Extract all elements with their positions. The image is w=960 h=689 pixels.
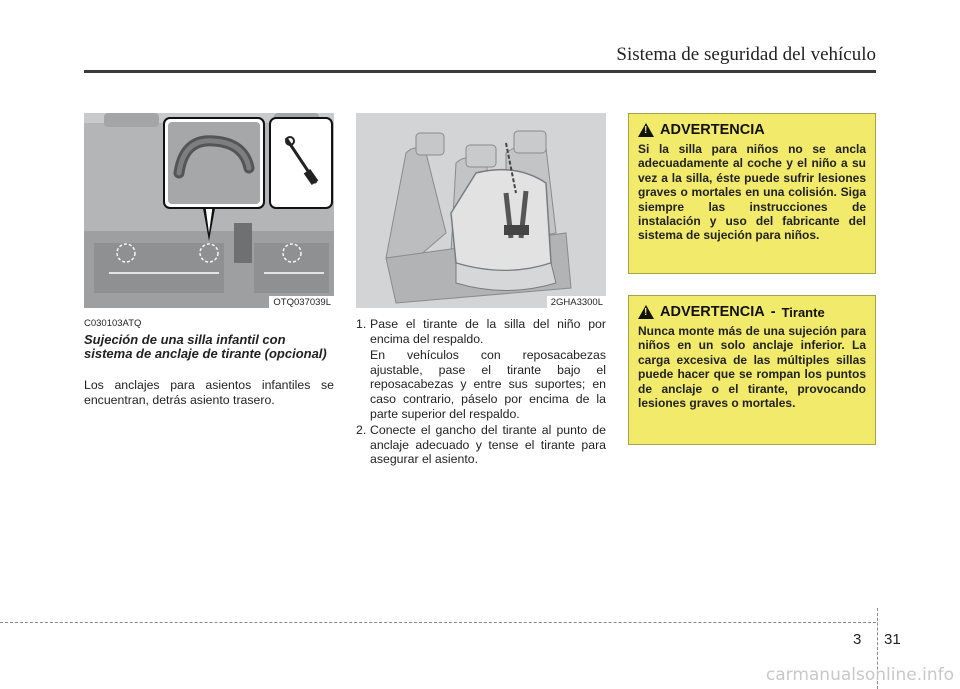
step-number: 2. xyxy=(356,423,367,438)
warning-triangle-icon xyxy=(638,123,654,137)
warning-title: ADVERTENCIA xyxy=(660,304,765,320)
section-subhead: Sujeción de una silla infantil con sistema de anclaje de tirante (opcional) xyxy=(84,332,327,361)
warning-header xyxy=(638,122,866,138)
figure-code-middle: 2GHA3300L xyxy=(547,296,606,308)
seat-anchor-illustration xyxy=(84,113,334,308)
warning-box-tether xyxy=(628,295,876,445)
warning-title: ADVERTENCIA xyxy=(660,122,765,138)
section-code: C030103ATQ xyxy=(84,318,142,329)
figure-anchor-location xyxy=(84,113,334,308)
warning-triangle-icon xyxy=(638,305,654,319)
footer-rule xyxy=(0,622,876,623)
watermark: carmanualsonline.info xyxy=(765,665,954,685)
figure-child-seat xyxy=(356,113,606,308)
warning-subtitle: Tirante xyxy=(781,304,825,320)
chapter-number: 3 xyxy=(853,631,862,648)
step-number: 1. xyxy=(356,317,367,331)
child-seat-illustration xyxy=(356,113,606,308)
header-rule xyxy=(84,70,876,73)
warning-header xyxy=(638,304,866,320)
step-text: Conecte el gancho del tirante al punto de anclaje adecuado y tense el tirante para asegurar el asiento. xyxy=(370,423,606,467)
warning-body: Si la silla para niños no se ancla adecuadamente al coche y el niño a su vez a la silla, éste puede sufrir lesiones graves o mortales en una colisión. Siga siempre las instrucciones de instalación y uso del fabricante del sistema de sujeción para niños. xyxy=(638,142,866,243)
header-title: Sistema de seguridad del vehículo xyxy=(616,44,876,65)
section-body: Los anclajes para asientos infantiles se encuentran, detrás asiento trasero. xyxy=(84,378,334,407)
page-number: 31 xyxy=(884,631,901,648)
step-item xyxy=(356,423,606,467)
step-extra-text: En vehículos con reposacabezas ajustable, pase el tirante bajo el reposacabezas y entre sus suportes; en caso contrario, páselo por encima de la parte superior del respaldo. xyxy=(370,348,606,421)
figure-code-left: OTQ037039L xyxy=(269,296,334,308)
step-item xyxy=(356,317,606,421)
warning-dash: - xyxy=(770,304,776,320)
instruction-steps xyxy=(356,317,606,467)
warning-box-anchoring xyxy=(628,113,876,274)
step-text: Pase el tirante de la silla del niño por encima del respaldo. xyxy=(370,317,606,346)
warning-body: Nunca monte más de una sujeción para niños en un solo anclaje inferior. La carga excesiva de las múltiples sillas puede hacer que se rompan los puntos de anclaje o el tirante, provocando lesiones graves o mortales. xyxy=(638,324,866,411)
